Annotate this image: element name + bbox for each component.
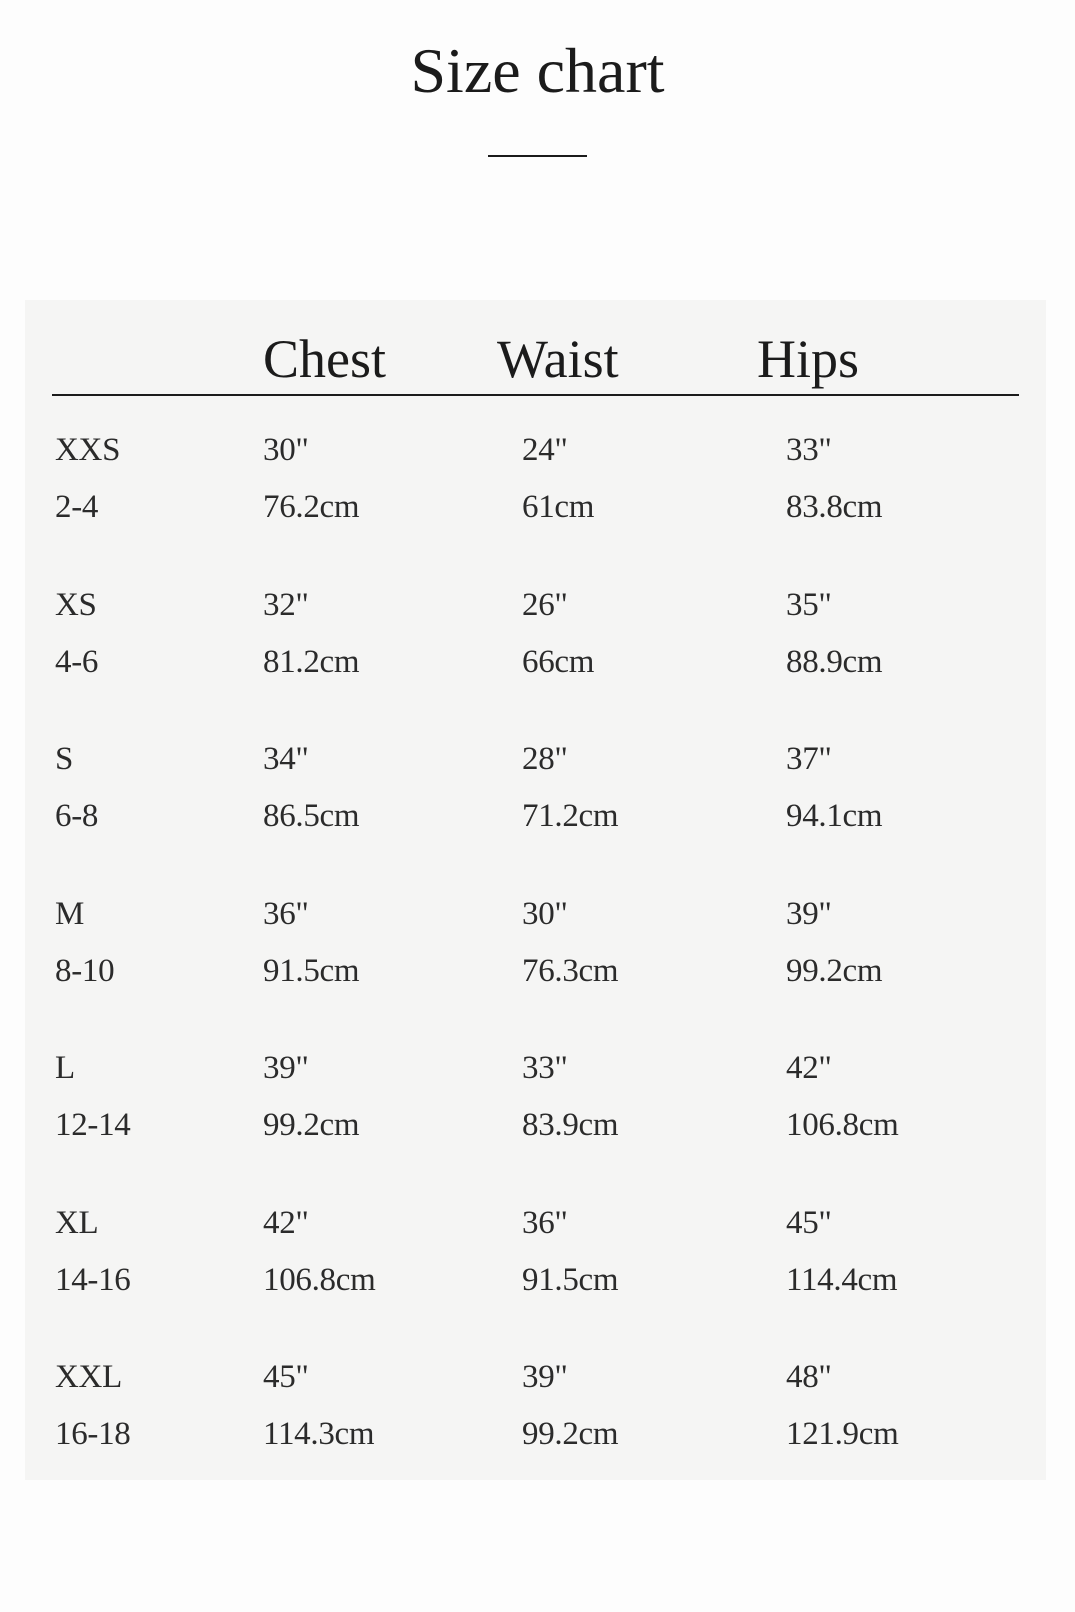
waist-inches: 26" xyxy=(522,586,568,623)
hips-inches: 35" xyxy=(786,586,832,623)
chest-cm: 86.5cm xyxy=(263,798,360,834)
table-row xyxy=(52,1052,1019,1142)
chest-inches: 32" xyxy=(263,586,309,623)
chest-inches: 30" xyxy=(263,432,309,468)
row-cm-line xyxy=(52,952,1019,989)
size-label: XXS xyxy=(55,432,121,468)
table-row xyxy=(52,1361,1019,1451)
hips-inches: 48" xyxy=(786,1359,832,1395)
hips-inches: 42" xyxy=(786,1050,832,1086)
table-row xyxy=(52,434,1019,524)
table-row xyxy=(52,586,1019,680)
size-range: 2-4 xyxy=(55,489,99,525)
size-label: XXL xyxy=(55,1359,122,1395)
table-row xyxy=(52,743,1019,833)
chest-inches: 42" xyxy=(263,1204,309,1241)
waist-inches: 36" xyxy=(522,1204,568,1241)
row-inches-line xyxy=(52,1204,1019,1241)
table-row xyxy=(52,895,1019,989)
size-range: 16-18 xyxy=(55,1416,131,1452)
row-inches-line xyxy=(52,743,1019,776)
row-cm-line xyxy=(52,1109,1019,1142)
hips-cm: 88.9cm xyxy=(786,643,883,680)
chest-cm: 99.2cm xyxy=(263,1107,360,1143)
hips-cm: 106.8cm xyxy=(786,1107,899,1143)
column-header-chest: Chest xyxy=(263,329,387,389)
size-range: 12-14 xyxy=(55,1107,131,1143)
hips-inches: 45" xyxy=(786,1204,832,1241)
page-title: Size chart xyxy=(410,35,665,106)
waist-cm: 71.2cm xyxy=(522,798,619,834)
hips-cm: 94.1cm xyxy=(786,798,883,834)
chest-cm: 114.3cm xyxy=(263,1416,375,1452)
chest-cm: 106.8cm xyxy=(263,1261,376,1298)
waist-cm: 91.5cm xyxy=(522,1261,619,1298)
chest-inches: 45" xyxy=(263,1359,309,1395)
hips-inches: 33" xyxy=(786,432,832,468)
waist-cm: 99.2cm xyxy=(522,1416,619,1452)
table-row xyxy=(52,1204,1019,1298)
size-label: L xyxy=(55,1050,75,1086)
size-range: 6-8 xyxy=(55,798,99,834)
title-divider xyxy=(488,155,587,157)
row-cm-line xyxy=(52,643,1019,680)
hips-inches: 37" xyxy=(786,741,832,777)
hips-inches: 39" xyxy=(786,895,832,932)
row-cm-line xyxy=(52,491,1019,524)
row-cm-line xyxy=(52,800,1019,833)
hips-cm: 99.2cm xyxy=(786,952,883,989)
size-label: XS xyxy=(55,586,97,623)
row-inches-line xyxy=(52,434,1019,467)
chest-cm: 76.2cm xyxy=(263,489,360,525)
row-cm-line xyxy=(52,1261,1019,1298)
table-header-row xyxy=(52,329,1019,389)
waist-cm: 61cm xyxy=(522,489,595,525)
hips-cm: 83.8cm xyxy=(786,489,883,525)
waist-inches: 33" xyxy=(522,1050,568,1086)
size-range: 14-16 xyxy=(55,1261,131,1298)
chest-inches: 39" xyxy=(263,1050,309,1086)
chest-inches: 36" xyxy=(263,895,309,932)
size-chart-card xyxy=(25,300,1046,1480)
waist-inches: 30" xyxy=(522,895,568,932)
chest-cm: 91.5cm xyxy=(263,952,360,989)
size-label: XL xyxy=(55,1204,99,1241)
column-header-hips: Hips xyxy=(757,329,860,389)
waist-inches: 24" xyxy=(522,432,568,468)
waist-cm: 83.9cm xyxy=(522,1107,619,1143)
waist-inches: 28" xyxy=(522,741,568,777)
row-inches-line xyxy=(52,1052,1019,1085)
size-table-body xyxy=(52,396,1019,1451)
size-range: 8-10 xyxy=(55,952,115,989)
column-header-waist: Waist xyxy=(497,329,619,389)
row-inches-line xyxy=(52,895,1019,932)
row-inches-line xyxy=(52,586,1019,623)
chest-cm: 81.2cm xyxy=(263,643,360,680)
row-cm-line xyxy=(52,1418,1019,1451)
size-range: 4-6 xyxy=(55,643,99,680)
size-label: S xyxy=(55,741,74,777)
hips-cm: 121.9cm xyxy=(786,1416,899,1452)
chest-inches: 34" xyxy=(263,741,309,777)
waist-cm: 66cm xyxy=(522,643,595,680)
size-label: M xyxy=(55,895,85,932)
hips-cm: 114.4cm xyxy=(786,1261,898,1298)
waist-cm: 76.3cm xyxy=(522,952,619,989)
waist-inches: 39" xyxy=(522,1359,568,1395)
row-inches-line xyxy=(52,1361,1019,1394)
